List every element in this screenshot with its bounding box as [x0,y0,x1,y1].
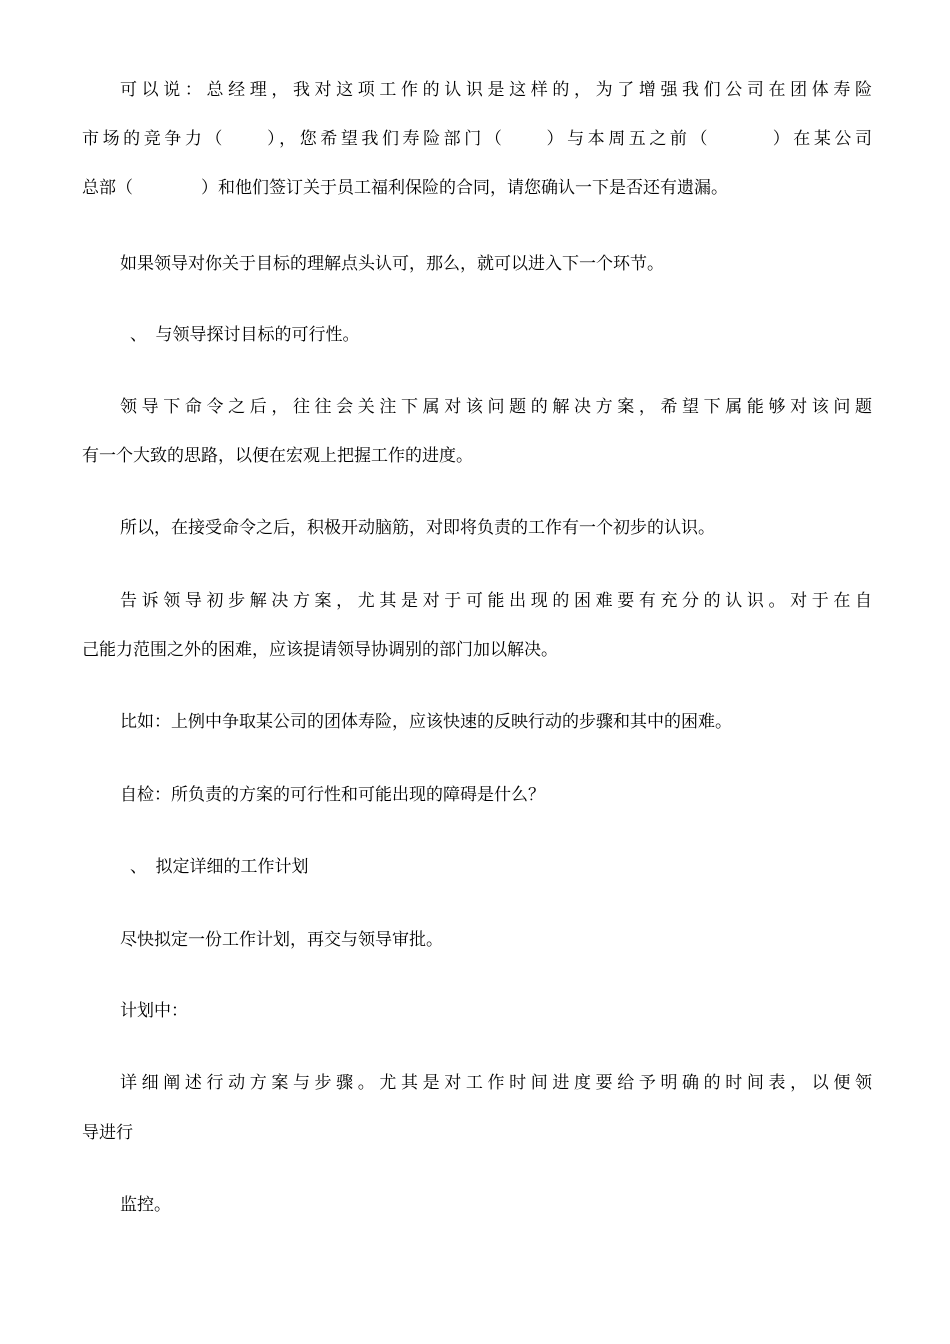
paragraph-line: 己能力范围之外的困难，应该提请领导协调别的部门加以解决。 [82,640,558,660]
paragraph-line: 监控。 [120,1195,171,1215]
paragraph-line: 尽快拟定一份工作计划，再交与领导审批。 [120,930,443,950]
paragraph-line: 详细阐述行动方案与步骤。尤其是对工作时间进度要给予明确的时间表，以便领 [120,1073,872,1093]
section-heading: 、 拟定详细的工作计划 [130,857,309,877]
paragraph-line: 计划中： [120,1001,188,1021]
paragraph-line: 市场的竞争力（ ），您希望我们寿险部门（ ）与本周五之前（ ）在某公司 [82,129,872,149]
paragraph-line: 比如：上例中争取某公司的团体寿险，应该快速的反映行动的步骤和其中的困难。 [120,712,732,732]
paragraph-line: 自检：所负责的方案的可行性和可能出现的障碍是什么？ [120,785,545,805]
paragraph-line: 有一个大致的思路，以便在宏观上把握工作的进度。 [82,446,473,466]
paragraph-line: 所以，在接受命令之后，积极开动脑筋，对即将负责的工作有一个初步的认识。 [120,518,715,538]
paragraph-line: 导进行 [82,1123,133,1143]
paragraph-line: 可以说：总经理，我对这项工作的认识是这样的，为了增强我们公司在团体寿险 [120,80,872,100]
paragraph-line: 总部（ ）和他们签订关于员工福利保险的合同，请您确认一下是否还有遗漏。 [82,178,728,198]
paragraph-line: 告诉领导初步解决方案，尤其是对于可能出现的困难要有充分的认识。对于在自 [120,591,872,611]
paragraph-line: 领导下命令之后，往往会关注下属对该问题的解决方案，希望下属能够对该问题 [120,397,872,417]
section-heading: 、 与领导探讨目标的可行性。 [130,325,360,345]
paragraph-line: 如果领导对你关于目标的理解点头认可，那么，就可以进入下一个环节。 [120,254,664,274]
